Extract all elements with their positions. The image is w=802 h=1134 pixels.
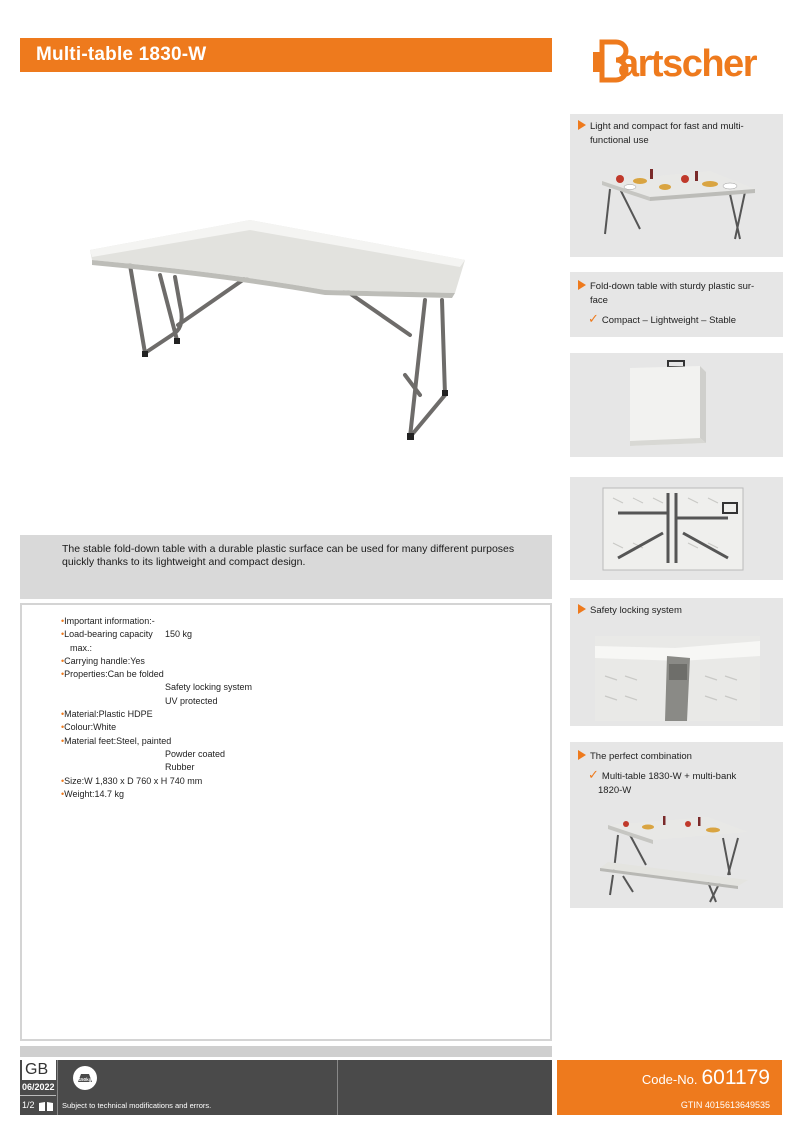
page-number: 1/2 bbox=[22, 1100, 35, 1110]
folded-table-panel bbox=[570, 353, 783, 457]
safety-lock-closeup-image bbox=[595, 636, 760, 721]
load-capacity-icon bbox=[72, 1065, 98, 1091]
spec-load-cont: max.: bbox=[70, 642, 93, 653]
underside-panel bbox=[570, 477, 783, 580]
spec-handle: •Carrying handle:Yes bbox=[61, 655, 145, 666]
bottom-strip bbox=[20, 1046, 552, 1057]
spec-properties-3: UV protected bbox=[165, 695, 218, 706]
arrow-right-icon bbox=[578, 604, 586, 614]
footer-separator bbox=[337, 1060, 338, 1115]
table-underside-image bbox=[598, 483, 748, 575]
table-with-food-image bbox=[590, 159, 765, 249]
book-icon bbox=[39, 1102, 53, 1111]
feature-text-1: Light and compact for fast and multi- functional use bbox=[578, 120, 744, 148]
title-bar bbox=[20, 38, 552, 72]
spec-properties: •Properties:Can be folded bbox=[61, 669, 164, 680]
description-box bbox=[20, 535, 552, 599]
spec-colour: •Colour:White bbox=[61, 722, 117, 733]
folded-table-image bbox=[620, 358, 730, 453]
bartscher-logo bbox=[588, 30, 768, 86]
spec-material: •Material:Plastic HDPE bbox=[61, 709, 153, 720]
language-code: GB bbox=[22, 1060, 56, 1080]
disclaimer-text: Subject to technical modifications and errors. bbox=[62, 1101, 212, 1110]
svg-text:artscher: artscher bbox=[618, 43, 756, 85]
feature-panel-combination bbox=[570, 742, 783, 908]
spec-feet: •Material feet:Steel, painted bbox=[61, 735, 172, 746]
svg-text:150kg: 150kg bbox=[78, 1077, 92, 1082]
spec-list bbox=[61, 615, 252, 801]
spec-size: •Size:W 1,830 x D 760 x H 740 mm bbox=[61, 775, 203, 786]
feature-text-4: The perfect combination ✓ Multi-table 1830-W + multi-bank 1820-W bbox=[578, 750, 736, 798]
gtin-number: GTIN 4015613649535 bbox=[680, 1100, 770, 1110]
footer-dark-section bbox=[20, 1060, 552, 1115]
arrow-right-icon bbox=[578, 750, 586, 760]
feature-text-2: Fold-down table with sturdy plastic sur- face ✓ Compact – Lightweight – Stable bbox=[578, 280, 754, 328]
spec-feet-2: Powder coated bbox=[165, 748, 226, 759]
feature-panel-light-compact bbox=[570, 114, 783, 257]
spec-properties-2: Safety locking system bbox=[165, 682, 253, 693]
table-and-bench-image bbox=[598, 810, 758, 905]
description-text: The stable fold-down table with a durable plastic surface can be used for many different purposes quickly thanks to its lightweight and compact design. bbox=[62, 543, 515, 568]
feature-panel-safety-locking bbox=[570, 598, 783, 726]
feature-text-3: Safety locking system bbox=[578, 604, 682, 618]
checkmark-icon: ✓ bbox=[588, 767, 599, 782]
footer-date: 06/2022 bbox=[22, 1082, 55, 1092]
feature-panel-fold-down bbox=[570, 272, 783, 337]
spec-weight: •Weight:14.7 kg bbox=[61, 788, 125, 799]
footer-code-section bbox=[557, 1060, 782, 1115]
page-title: Multi-table 1830-W bbox=[36, 44, 207, 65]
spec-load: •Load-bearing capacity 150 kg bbox=[61, 629, 193, 640]
code-number-block bbox=[642, 1066, 770, 1090]
specs-box bbox=[20, 603, 552, 1041]
footer-separator bbox=[57, 1060, 58, 1115]
footer bbox=[20, 1060, 782, 1115]
code-number: 601179 bbox=[701, 1066, 770, 1089]
arrow-right-icon bbox=[578, 120, 586, 130]
checkmark-icon: ✓ bbox=[588, 311, 599, 326]
hero-product-image bbox=[80, 205, 480, 455]
code-label: Code-No. bbox=[641, 1072, 698, 1087]
spec-feet-3: Rubber bbox=[165, 762, 195, 773]
arrow-right-icon bbox=[578, 280, 586, 290]
spec-important: •Important information:- bbox=[61, 616, 155, 626]
footer-divider bbox=[20, 1095, 56, 1096]
